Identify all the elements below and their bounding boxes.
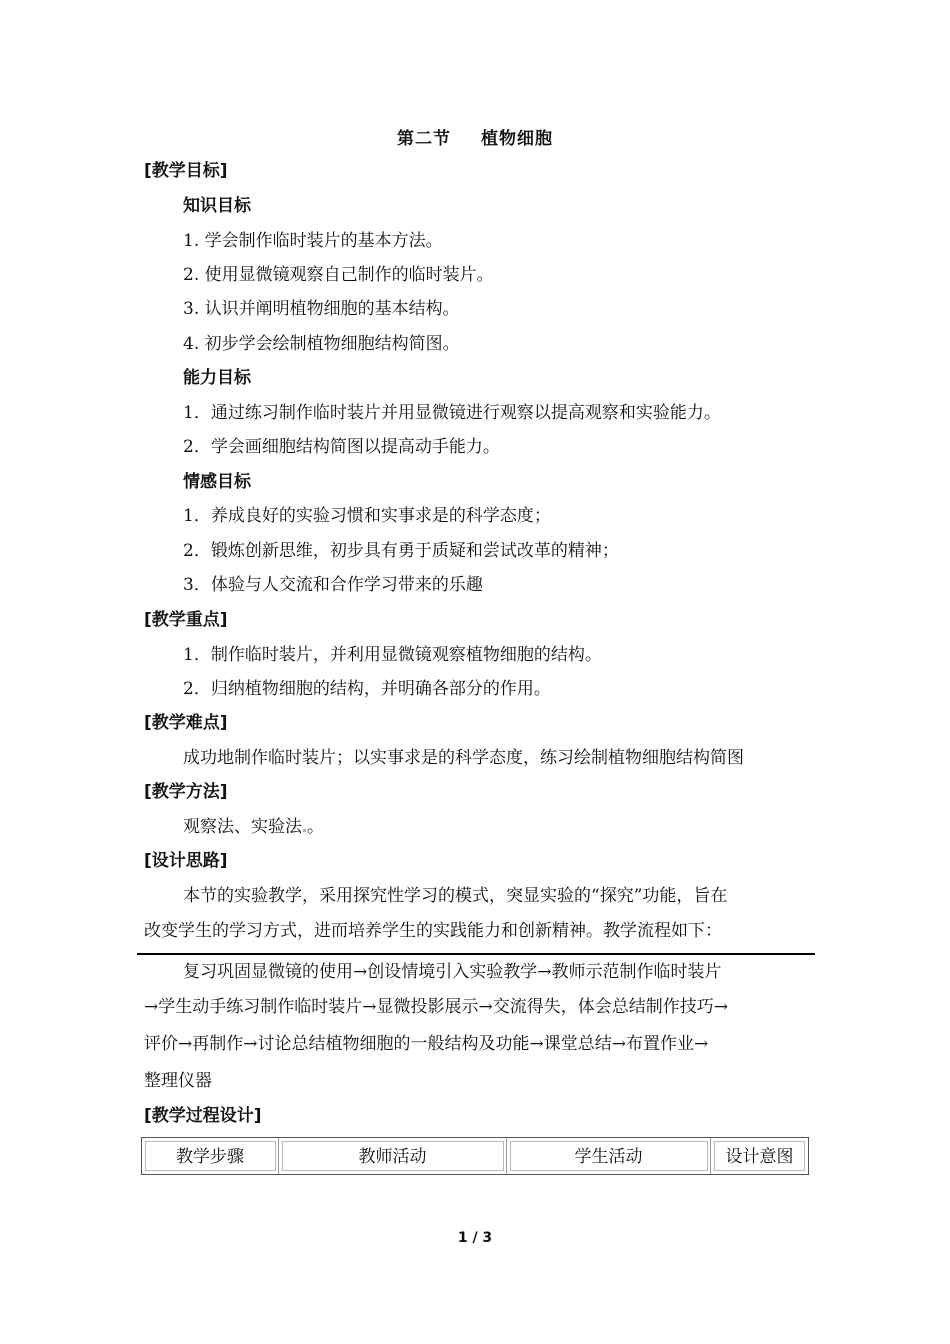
emotion-item-3: 3．体验与人交流和合作学习带来的乐趣 [183, 575, 483, 595]
flow-line-2: →学生动手练习制作临时装片→显微投影展示→交流得失，体会总结制作技巧→ [144, 997, 728, 1017]
table-header-teacher: 教师活动 [279, 1138, 507, 1174]
page-title [0, 124, 950, 149]
emotion-item-1: 1．养成良好的实验习惯和实事求是的科学态度； [183, 506, 551, 526]
table-header-steps: 教学步骤 [142, 1138, 279, 1174]
design-line-2: 改变学生的学习方式，进而培养学生的实践能力和创新精神。教学流程如下： [144, 921, 722, 941]
section-difficulties: [教学难点] [144, 713, 228, 733]
knowledge-heading: 知识目标 [183, 196, 251, 216]
section-key-points: [教学重点] [144, 610, 228, 630]
flow-line-1: 复习巩固显微镜的使用→创设情境引入实验教学→教师示范制作临时装片 [183, 962, 722, 982]
section-methods: [教学方法] [144, 782, 228, 802]
methods-line [183, 816, 324, 838]
divider-rule [137, 953, 815, 955]
knowledge-item-1: 1. 学会制作临时装片的基本方法。 [183, 231, 443, 251]
stray-mark [303, 829, 306, 832]
ability-heading: 能力目标 [183, 368, 251, 388]
methods-end: 。 [307, 817, 324, 837]
page-number: 1 / 3 [457, 1230, 493, 1246]
table-header-intent: 设计意图 [711, 1138, 808, 1174]
section-goals: [教学目标] [144, 161, 228, 181]
flow-line-4: 整理仪器 [144, 1071, 212, 1091]
section-design: [设计思路] [144, 851, 228, 871]
title-part2: 植物细胞 [481, 129, 553, 149]
table-header-student: 学生活动 [507, 1138, 711, 1174]
key-item-1: 1．制作临时装片，并利用显微镜观察植物细胞的结构。 [183, 645, 602, 665]
section-process: [教学过程设计] [144, 1106, 262, 1126]
title-part1: 第二节 [397, 129, 451, 149]
knowledge-item-2: 2. 使用显微镜观察自己制作的临时装片。 [183, 265, 494, 285]
ability-item-2: 2．学会画细胞结构简图以提高动手能力。 [183, 437, 500, 457]
difficulty-text: 成功地制作临时装片；以实事求是的科学态度，练习绘制植物细胞结构简图 [183, 748, 744, 768]
process-table-header [141, 1137, 809, 1175]
methods-text: 观察法、实验法 [183, 817, 302, 837]
knowledge-item-3: 3. 认识并阐明植物细胞的基本结构。 [183, 299, 460, 319]
design-line-1: 本节的实验教学，采用探究性学习的模式，突显实验的“探究”功能，旨在 [183, 886, 728, 906]
emotion-item-2: 2．锻炼创新思维，初步具有勇于质疑和尝试改革的精神； [183, 541, 619, 561]
key-item-2: 2．归纳植物细胞的结构，并明确各部分的作用。 [183, 679, 551, 699]
ability-item-1: 1．通过练习制作临时装片并用显微镜进行观察以提高观察和实验能力。 [183, 403, 721, 423]
knowledge-item-4: 4. 初步学会绘制植物细胞结构简图。 [183, 334, 460, 354]
emotion-heading: 情感目标 [183, 472, 251, 492]
flow-line-3: 评价→再制作→讨论总结植物细胞的一般结构及功能→课堂总结→布置作业→ [144, 1034, 709, 1054]
